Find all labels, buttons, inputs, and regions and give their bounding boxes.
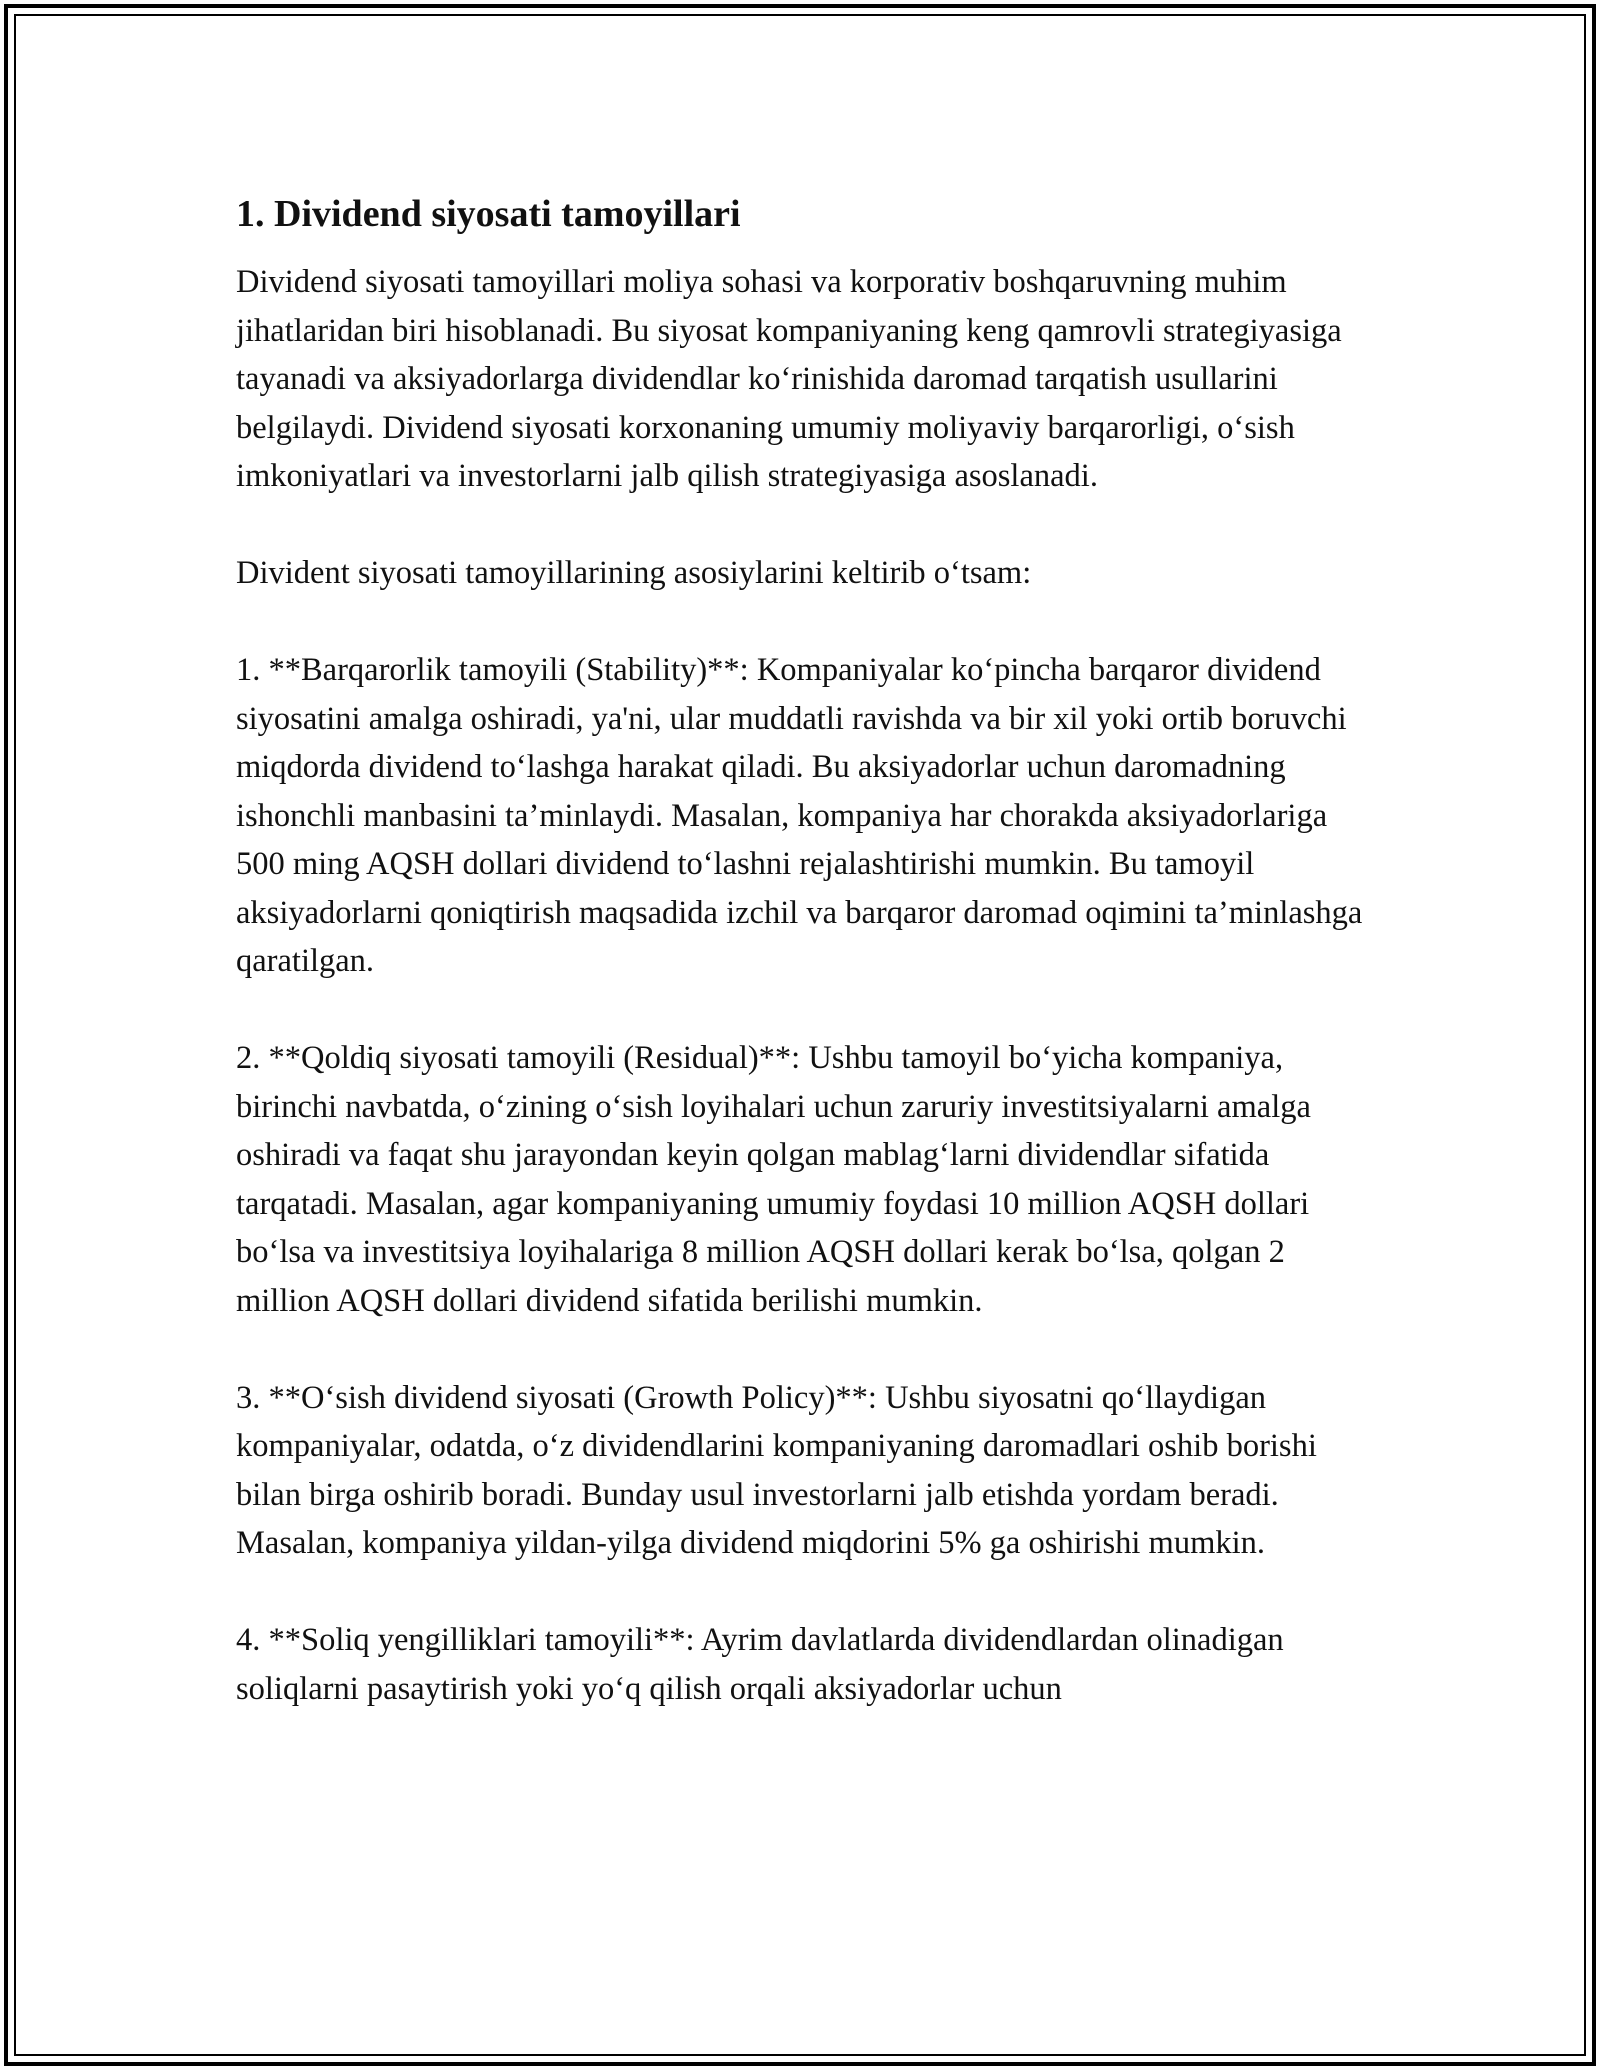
- list-intro-paragraph: Divident siyosati tamoyillarining asosiylarini keltirib o‘tsam:: [236, 555, 1032, 591]
- principle-tax-paragraph: 4. **Soliq yengilliklari tamoyili**: Ayrim davlatlarda dividendlardan olinadigan soliqlarni pasaytirish yoki yo‘q qilish orqali aksiyadorlar uchun: [236, 1622, 1284, 1707]
- principle-stability-paragraph: 1. **Barqarorlik tamoyili (Stability)**: Kompaniyalar ko‘pincha barqaror dividend siyosatini amalga oshiradi, ya'ni, ular muddatli ravishda va bir xil yoki ortib boruvchi miqdorda dividend to‘lashga harakat qiladi. Bu aksiyadorlar uchun daromadning ishonchli manbasini ta’minlaydi. Masalan, kompaniya har chorakda aksiyadorlariga 500 ming AQSH dollari dividend to‘lashni rejalashtirishi mumkin. Bu tamoyil aksiyadorlarni qoniqtirish maqsadida izchil va barqaror daromad oqimini ta’minlashga qaratilgan.: [236, 652, 1363, 979]
- principle-residual-paragraph: 2. **Qoldiq siyosati tamoyili (Residual)**: Ushbu tamoyil bo‘yicha kompaniya, birinchi navbatda, o‘zining o‘sish loyihalari uchun zaruriy investitsiyalarni amalga oshiradi va faqat shu jarayondan keyin qolgan mablag‘larni dividendlar sifatida tarqatadi. Masalan, agar kompaniyaning umumiy foydasi 10 million AQSH dollari bo‘lsa va investitsiya loyihalariga 8 million AQSH dollari kerak bo‘lsa, qolgan 2 million AQSH dollari dividend sifatida berilishi mumkin.: [236, 1040, 1311, 1319]
- page-title: 1. Dividend siyosati tamoyillari: [236, 193, 741, 235]
- intro-paragraph: Dividend siyosati tamoyillari moliya sohasi va korporativ boshqaruvning muhim jihatlaridan biri hisoblanadi. Bu siyosat kompaniyaning keng qamrovli strategiyasiga tayanadi va aksiyadorlarga dividendlar ko‘rinishida daromad tarqatish usullarini belgilaydi. Dividend siyosati korxonaning umumiy moliyaviy barqarorligi, o‘sish imkoniyatlari va investorlarni jalb qilish strategiyasiga asoslanadi.: [236, 264, 1342, 494]
- principle-growth-paragraph: 3. **O‘sish dividend siyosati (Growth Policy)**: Ushbu siyosatni qo‘llaydigan kompaniyalar, odatda, o‘z dividendlarini kompaniyaning daromadlari oshib borishi bilan birga oshirib boradi. Bunday usul investorlarni jalb etishda yordam beradi. Masalan, kompaniya yildan-yilga dividend miqdorini 5% ga oshirishi mumkin.: [236, 1379, 1317, 1561]
- page-content: [236, 188, 1366, 1762]
